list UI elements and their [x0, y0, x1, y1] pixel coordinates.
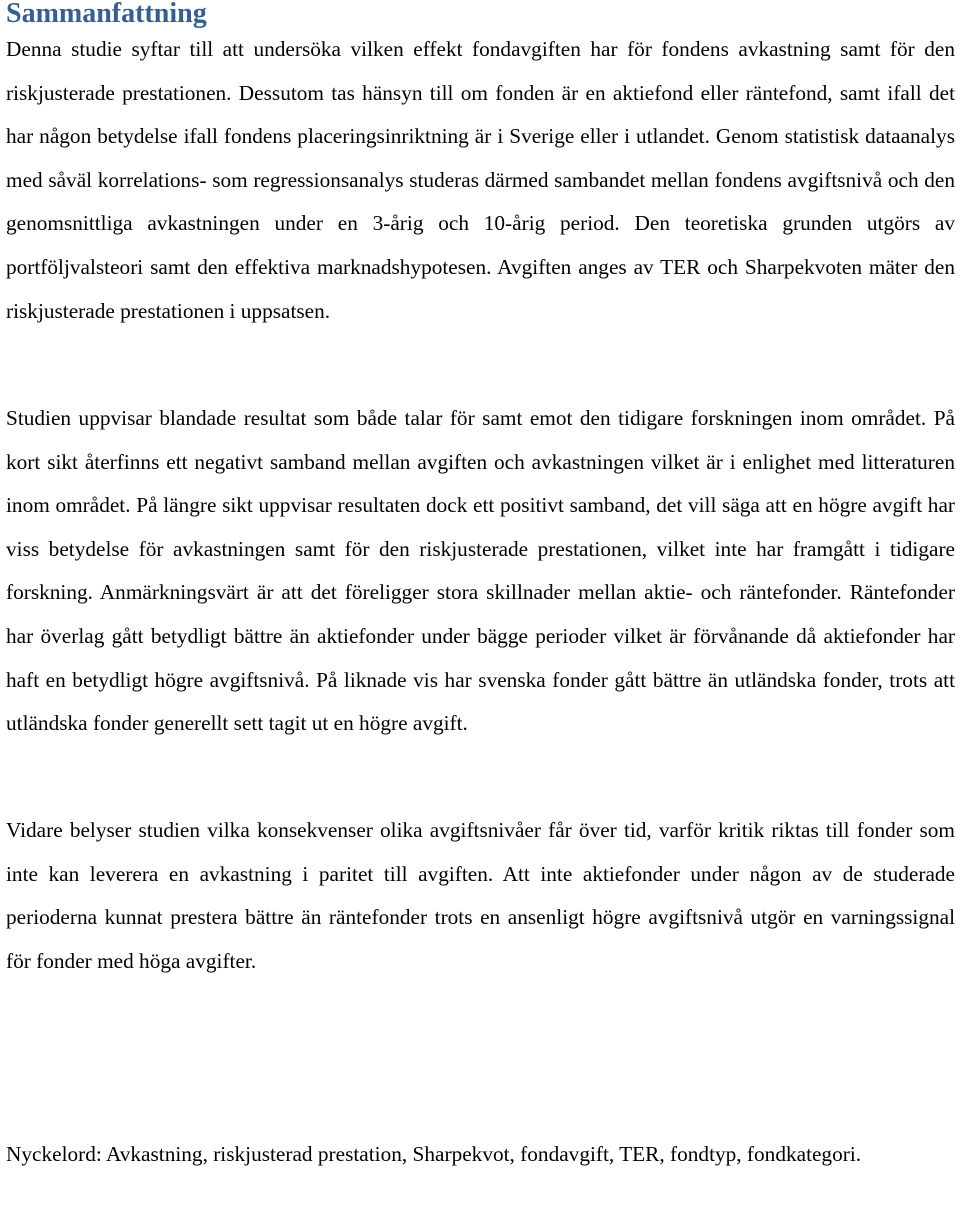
paragraph-results: Studien uppvisar blandade resultat som både talar för samt emot den tidigare forskningen inom området. På kort sikt återfinns ett negativt samband mellan avgiften och avkastningen vilket är i enlighet med litteraturen inom området. På längre sikt uppvisar resultaten dock ett positivt samband, det vill säga att en högre avgift har viss betydelse för avkastningen samt för den riskjusterade prestationen, vilket inte har framgått i tidigare forskning. Anmärkningsvärt är att det föreligger stora skillnader mellan aktie- och räntefonder. Räntefonder har överlag gått betydligt bättre än aktiefonder under bägge perioder vilket är förvånande då aktiefonder har haft en betydligt högre avgiftsnivå. På liknade vis har svenska fonder gått bättre än utländska fonder, trots att utländska fonder generellt sett tagit ut en högre avgift.: [6, 406, 955, 736]
paragraph-purpose: Denna studie syftar till att undersöka vilken effekt fondavgiften har för fondens avkastning samt för den riskjusterade prestationen. Dessutom tas hänsyn till om fonden är en aktiefond eller räntefond, samt ifall det har någon betydelse ifall fondens placeringsinriktning är i Sverige eller i utlandet. Genom statistisk dataanalys med såväl korrelations- som regressionsanalys studeras därmed sambandet mellan fondens avgiftsnivå och den genomsnittliga avkastningen under en 3-årig och 10-årig period. Den teoretiska grunden utgörs av portföljvalsteori samt den effektiva marknadshypotesen. Avgiften anges av TER och Sharpekvoten mäter den riskjusterade prestationen i uppsatsen.: [6, 37, 955, 323]
page-title: Sammanfattning: [6, 0, 207, 29]
paragraph-keywords: Nyckelord: Avkastning, riskjusterad prestation, Sharpekvot, fondavgift, TER, fondtyp, fondkategori.: [6, 1142, 862, 1166]
paragraph-implications: Vidare belyser studien vilka konsekvenser olika avgiftsnivåer får över tid, varför kritik riktas till fonder som inte kan leverera en avkastning i paritet till avgiften. Att inte aktiefonder under någon av de studerade perioderna kunnat prestera bättre än räntefonder trots en ansenligt högre avgiftsnivå utgör en varningssignal för fonder med höga avgifter.: [6, 818, 955, 973]
